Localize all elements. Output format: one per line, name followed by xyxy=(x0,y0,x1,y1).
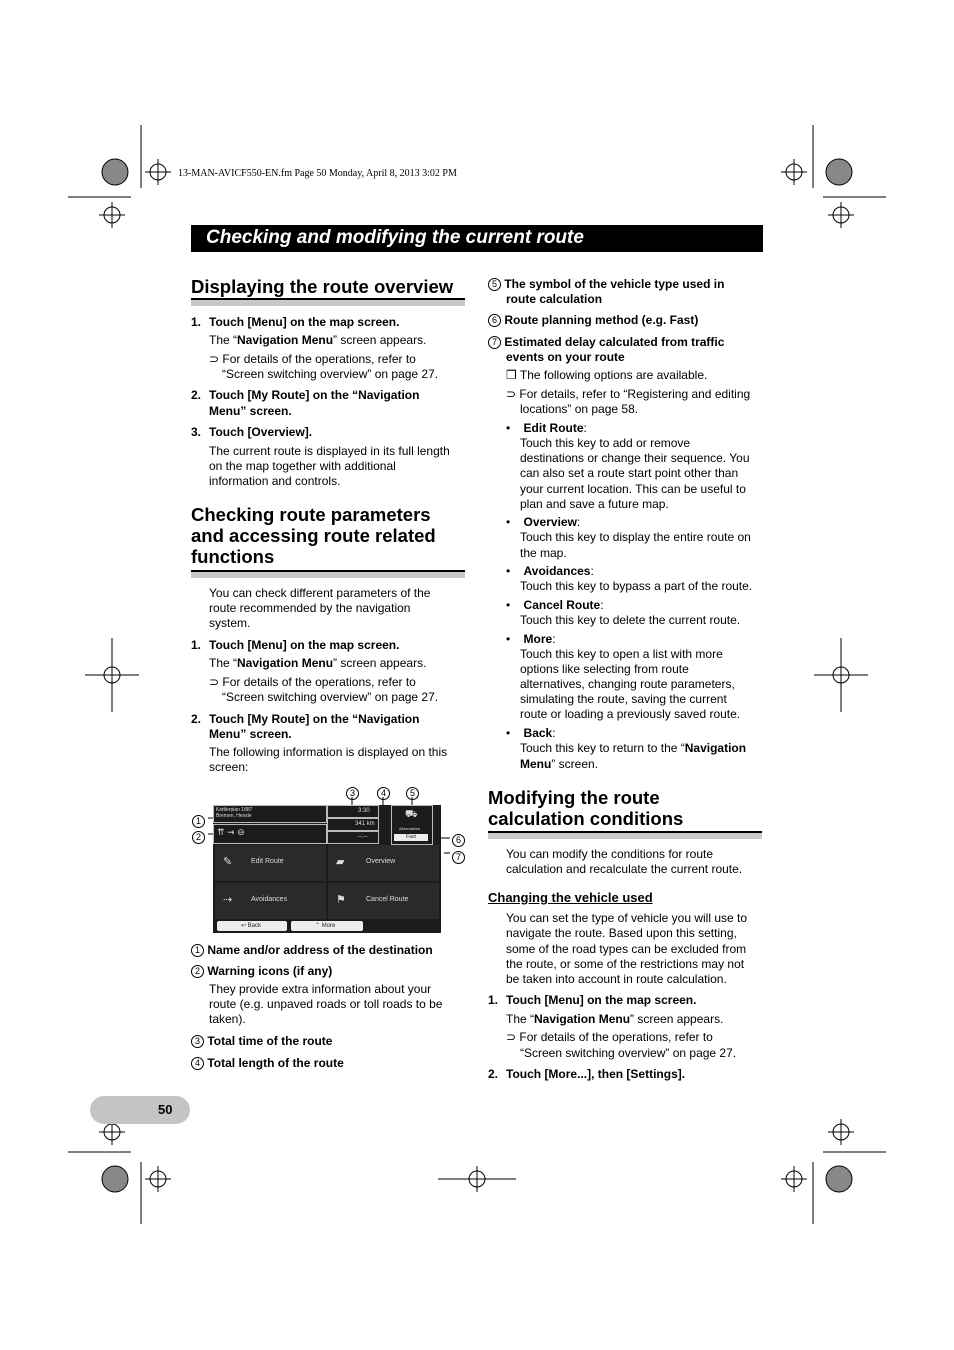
intro-text: calculation and recalculate the current route. xyxy=(506,862,743,876)
step-text: information and controls. xyxy=(209,474,341,488)
item-5: route calculation xyxy=(506,292,603,306)
step-1: 1. Touch [Menu] on the map screen. xyxy=(191,638,400,652)
option-text: plan and save a future map. xyxy=(520,497,669,511)
step-text: on the map together with additional xyxy=(209,459,396,473)
reference-note: locations” on page 58. xyxy=(520,402,639,416)
step-text: The “Navigation Menu” screen appears. xyxy=(506,1012,724,1026)
more-button: ⌃ More xyxy=(291,921,363,931)
body-text: navigate the route. Based upon this setting, xyxy=(506,926,737,940)
item-3: 3 Total time of the route xyxy=(191,1034,332,1048)
step-text: The following information is displayed on this xyxy=(209,745,448,759)
step-text: The “Navigation Menu” screen appears. xyxy=(209,656,427,670)
item-text: They provide extra information about your xyxy=(209,982,432,996)
step-text: The “Navigation Menu” screen appears. xyxy=(209,333,427,347)
page-number-tab xyxy=(90,1096,190,1124)
option-more: • More: xyxy=(506,632,556,646)
section-banner xyxy=(191,225,763,252)
callout-3: 3 xyxy=(346,784,359,802)
delay-box xyxy=(327,831,379,844)
file-info: 13-MAN-AVICF550-EN.fm Page 50 Monday, April 8, 2013 3:02 PM xyxy=(178,168,457,179)
reference-note: “Screen switching overview” on page 27. xyxy=(222,367,439,381)
option-cancel-route: • Cancel Route: xyxy=(506,598,604,612)
intro-text: You can check different parameters of the xyxy=(209,586,431,600)
section-heading: Checking route parameters xyxy=(191,504,431,525)
callout-6: 6 xyxy=(452,831,465,849)
callout-2: 2 xyxy=(192,828,205,846)
item-4: 4 Total length of the route xyxy=(191,1056,344,1070)
cancel-route-button: ⚑ Cancel Route xyxy=(328,883,439,919)
option-text: simulating the route, saving the current xyxy=(520,692,727,706)
option-text: the map. xyxy=(520,546,567,560)
callout-1: 1 xyxy=(192,812,205,830)
body-text: You can set the type of vehicle you will use to xyxy=(506,911,748,925)
destination-line1: Kettlerplan 1887 xyxy=(216,807,253,813)
page-number: 50 xyxy=(158,1102,173,1117)
heading-rule xyxy=(191,298,465,306)
option-text: Touch this key to delete the current route. xyxy=(520,613,741,627)
time-box xyxy=(327,805,379,818)
item-text: taken). xyxy=(209,1012,246,1026)
option-text: alternatives, changing route parameters, xyxy=(520,677,735,691)
callout-4: 4 xyxy=(377,784,390,802)
step-2: 2. Touch [My Route] on the “Navigation xyxy=(191,388,420,402)
option-text: route or loading a previously saved route. xyxy=(520,707,741,721)
section-heading: calculation conditions xyxy=(488,808,684,829)
edit-route-button: ✎ Edit Route xyxy=(215,845,326,881)
item-2: 2 Warning icons (if any) xyxy=(191,964,332,978)
intro-text: You can modify the conditions for route xyxy=(506,847,714,861)
route-time: 3:30 xyxy=(358,808,370,814)
reference-note: ⊃ For details of the operations, refer to xyxy=(209,675,416,689)
route-screen-image xyxy=(213,805,441,933)
body-text: the route, or some of the restrictions may not xyxy=(506,957,745,971)
section-heading: and accessing route related xyxy=(191,525,436,546)
overview-button: ▰ Overview xyxy=(328,845,439,881)
reference-note: “Screen switching overview” on page 27. xyxy=(520,1046,737,1060)
edit-route-icon: ✎ xyxy=(223,856,233,868)
step-3: 3. Touch [Overview]. xyxy=(191,425,313,439)
option-text: Touch this key to open a list with more xyxy=(520,647,723,661)
method-label: Fast xyxy=(394,834,428,841)
option-text: Touch this key to bypass a part of the route. xyxy=(520,579,753,593)
option-overview: • Overview: xyxy=(506,515,581,529)
reference-note: “Screen switching overview” on page 27. xyxy=(222,690,439,704)
option-avoidances: • Avoidances: xyxy=(506,564,594,578)
sub-heading: Changing the vehicle used xyxy=(488,890,653,905)
item-6: 6 Route planning method (e.g. Fast) xyxy=(488,313,698,327)
callout-5: 5 xyxy=(406,784,419,802)
intro-text: system. xyxy=(209,616,251,630)
option-back: • Back: xyxy=(506,726,556,740)
option-text: Touch this key to return to the “Navigation xyxy=(520,741,747,755)
avoidances-button: ⇢ Avoidances xyxy=(215,883,326,919)
section-heading: functions xyxy=(191,546,275,567)
step-2: Menu” screen. xyxy=(209,727,292,741)
map-icon: ▰ xyxy=(336,856,345,868)
reference-note: ⊃ For details of the operations, refer to xyxy=(506,1030,713,1044)
body-text: be taken into account in route calculation. xyxy=(506,972,727,986)
route-length: 341 km xyxy=(355,821,375,827)
heading-rule xyxy=(191,570,465,578)
option-text: Touch this key to add or remove xyxy=(520,436,691,450)
callout-7: 7 xyxy=(452,848,465,866)
warning-icons: ⇈ ⇝ ⊖ xyxy=(217,827,245,837)
option-text: Menu” screen. xyxy=(520,757,599,771)
step-2: Menu” screen. xyxy=(209,404,292,418)
option-text: your current location. This can be useful to xyxy=(520,482,746,496)
reference-note: ⊃ For details of the operations, refer to xyxy=(209,352,416,366)
route-delay: --:-- xyxy=(358,834,368,840)
section-heading: Displaying the route overview xyxy=(191,276,454,297)
option-text: options like selecting from route xyxy=(520,662,689,676)
step-2: 2. Touch [More...], then [Settings]. xyxy=(488,1067,686,1081)
item-7: events on your route xyxy=(506,350,625,364)
item-text: route (e.g. unpaved roads or toll roads to be xyxy=(209,997,443,1011)
car-icon: ⛟ xyxy=(405,809,418,820)
step-1: 1. Touch [Menu] on the map screen. xyxy=(191,315,400,329)
flag-icon: ⚑ xyxy=(336,894,346,906)
step-text: screen: xyxy=(209,760,249,774)
banner-title: Checking and modifying the current route xyxy=(206,227,584,248)
option-text: can also set a route start point other than xyxy=(520,466,739,480)
intro-text: route recommended by the navigation xyxy=(209,601,411,615)
avoid-icon: ⇢ xyxy=(223,894,233,906)
options-note: ❒ The following options are available. xyxy=(506,368,708,382)
item-1: 1 Name and/or address of the destination xyxy=(191,943,433,957)
step-1: 1. Touch [Menu] on the map screen. xyxy=(488,993,697,1007)
body-text: some of the road types can be excluded from xyxy=(506,942,747,956)
alternatives-label: Alternatives xyxy=(399,826,420,831)
destination-line2: Bremen, Hessle xyxy=(216,813,252,819)
back-button: ↩ Back xyxy=(217,921,287,931)
item-7: 7 Estimated delay calculated from traffic xyxy=(488,335,724,349)
reference-note: ⊃ For details, refer to “Registering and editing xyxy=(506,387,751,401)
option-text: destinations or change their sequence. You xyxy=(520,451,750,465)
step-text: The current route is displayed in its full length xyxy=(209,444,450,458)
step-2: 2. Touch [My Route] on the “Navigation xyxy=(191,712,420,726)
section-heading: Modifying the route xyxy=(488,787,660,808)
heading-rule xyxy=(488,831,762,839)
option-text: Touch this key to display the entire route on xyxy=(520,530,751,544)
option-edit-route: • Edit Route: xyxy=(506,421,587,435)
item-5: 5 The symbol of the vehicle type used in xyxy=(488,277,724,291)
